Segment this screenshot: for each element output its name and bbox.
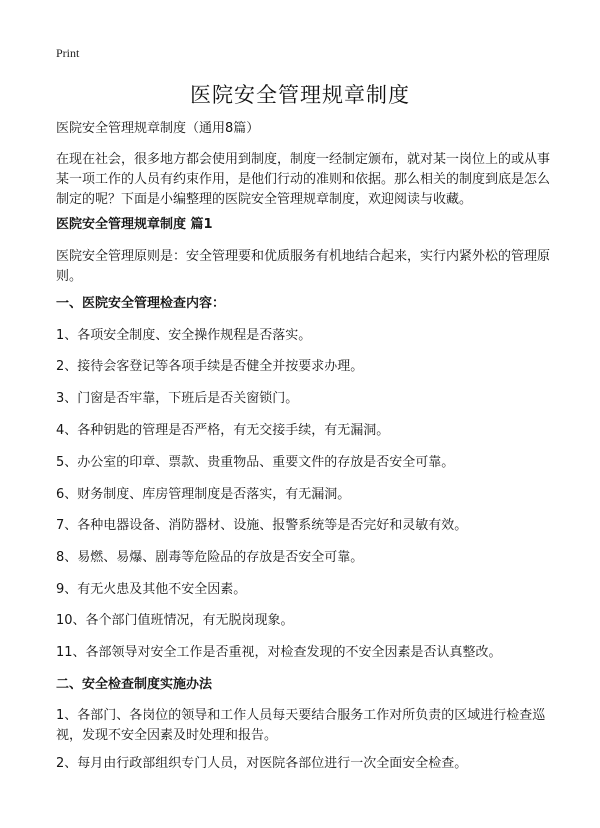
list-item: 10、各个部门值班情况，有无脱岗现象。 <box>56 613 294 628</box>
list-item: 7、各种电器设备、消防器材、设施、报警系统等是否完好和灵敏有效。 <box>56 518 468 533</box>
subtitle: 医院安全管理规章制度（通用8篇） <box>56 121 260 136</box>
list-item: 3、门窗是否牢靠，下班后是否关窗锁门。 <box>56 391 299 406</box>
part2-heading: 二、安全检查制度实施办法 <box>56 677 213 692</box>
list-item: 2、接待会客登记等各项手续是否健全并按要求办理。 <box>56 359 364 374</box>
list-item: 1、各部门、各岗位的领导和工作人员每天要结合服务工作对所负责的区域进行检查巡视，发现不安全因素及时处理和报告。 <box>56 708 546 743</box>
principle-paragraph: 医院安全管理原则是：安全管理要和优质服务有机地结合起来，实行内紧外松的管理原则。 <box>56 249 551 284</box>
list-item: 6、财务制度、库房管理制度是否落实，有无漏洞。 <box>56 487 351 502</box>
part1-heading: 一、医院安全管理检查内容： <box>56 296 226 311</box>
list-item: 9、有无火患及其他不安全因素。 <box>56 582 247 597</box>
list-item: 4、各种钥匙的管理是否严格，有无交接手续，有无漏洞。 <box>56 423 390 438</box>
list-item: 11、各部领导对安全工作是否重视，对检查发现的不安全因素是否认真整改。 <box>56 645 502 660</box>
list-item: 8、易燃、易爆、剧毒等危险品的存放是否安全可靠。 <box>56 550 364 565</box>
print-link[interactable]: Print <box>56 46 80 60</box>
list-item: 1、各项安全制度、安全操作规程是否落实。 <box>56 328 312 343</box>
section-heading: 医院安全管理规章制度 篇1 <box>56 217 213 232</box>
intro-paragraph: 在现在社会，很多地方都会使用到制度，制度一经制定颁布，就对某一岗位上的或从事某一项工作的人员有约束作用，是他们行动的准则和依据。那么相关的制度到底是怎么制定的呢？下面是小编整理的医院安全管理规章制度，欢迎阅读与收藏。 <box>56 152 551 207</box>
list-item: 5、办公室的印章、票款、贵重物品、重要文件的存放是否安全可靠。 <box>56 455 455 470</box>
page-title: 医院安全管理规章制度 <box>190 83 410 107</box>
list-item: 2、每月由行政部组织专门人员，对医院各部位进行一次全面安全检查。 <box>56 756 468 771</box>
